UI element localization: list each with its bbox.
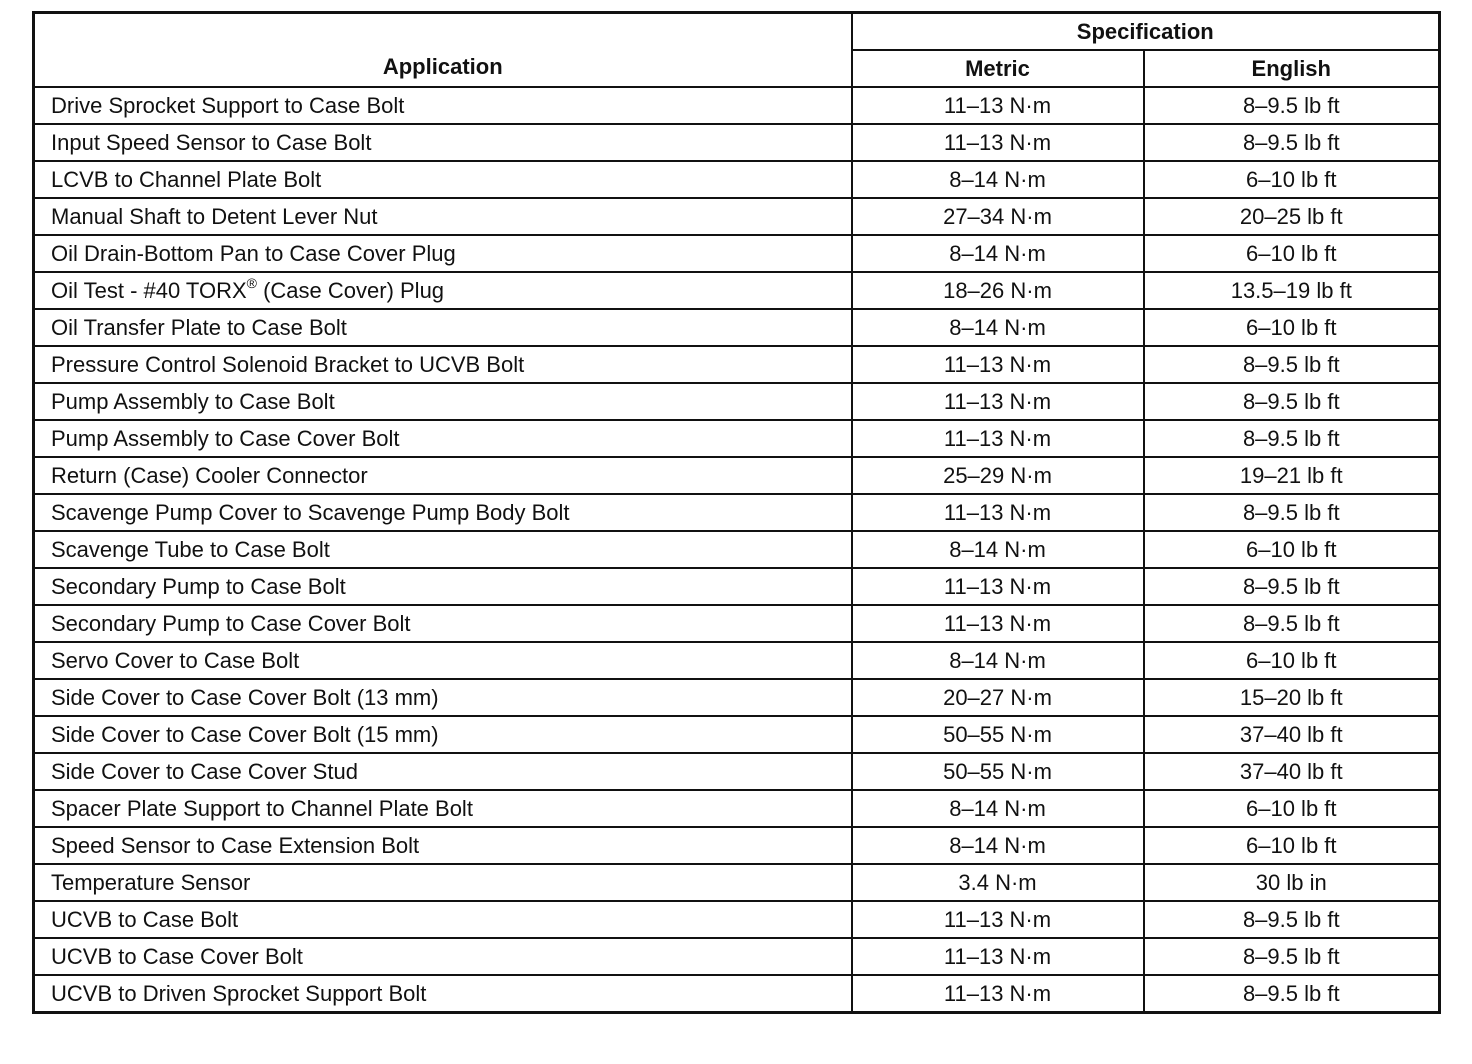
metric-cell: 11–13 N·m [852,124,1144,161]
table-row [34,975,1440,1013]
metric-cell: 8–14 N·m [852,642,1144,679]
table-row [34,901,1440,938]
table-row [34,531,1440,568]
application-text: UCVB to Case Bolt [51,907,239,932]
table-row [34,938,1440,975]
table-row [34,716,1440,753]
english-cell: 8–9.5 lb ft [1144,124,1440,161]
application-cell [34,790,852,827]
table-row [34,198,1440,235]
application-cell [34,642,852,679]
application-cell [34,716,852,753]
english-cell: 8–9.5 lb ft [1144,420,1440,457]
table-row [34,605,1440,642]
application-cell [34,457,852,494]
metric-cell: 11–13 N·m [852,938,1144,975]
english-cell: 8–9.5 lb ft [1144,494,1440,531]
metric-cell: 8–14 N·m [852,827,1144,864]
table-row [34,124,1440,161]
application-cell [34,198,852,235]
english-cell: 8–9.5 lb ft [1144,568,1440,605]
table-row [34,235,1440,272]
application-cell [34,827,852,864]
application-text: Manual Shaft to Detent Lever Nut [51,204,378,229]
english-cell: 6–10 lb ft [1144,790,1440,827]
metric-column-header: Metric [852,50,1144,87]
application-text: Pump Assembly to Case Bolt [51,389,335,414]
application-cell [34,87,852,124]
application-text: Secondary Pump to Case Cover Bolt [51,611,411,636]
metric-cell: 27–34 N·m [852,198,1144,235]
application-text: Pressure Control Solenoid Bracket to UCVB Bolt [51,352,525,377]
application-text: Side Cover to Case Cover Bolt (15 mm) [51,722,439,747]
table-body [34,87,1440,1013]
english-column-header: English [1144,50,1440,87]
english-cell: 8–9.5 lb ft [1144,605,1440,642]
table-row [34,642,1440,679]
table-header [34,13,1440,88]
application-text: Secondary Pump to Case Bolt [51,574,346,599]
application-text: Temperature Sensor [51,870,251,895]
table-row [34,272,1440,309]
application-cell [34,901,852,938]
english-cell: 8–9.5 lb ft [1144,938,1440,975]
english-cell: 6–10 lb ft [1144,642,1440,679]
table-row [34,679,1440,716]
application-cell [34,679,852,716]
english-cell: 6–10 lb ft [1144,161,1440,198]
application-text: UCVB to Case Cover Bolt [51,944,303,969]
application-text: Oil Transfer Plate to Case Bolt [51,315,347,340]
application-cell [34,864,852,901]
table-row [34,87,1440,124]
table-row [34,827,1440,864]
torque-specification-table [32,11,1441,1014]
application-column-header: Application [34,13,852,88]
application-cell [34,605,852,642]
application-cell [34,420,852,457]
table-row [34,346,1440,383]
registered-mark: ® [246,274,257,291]
metric-cell: 18–26 N·m [852,272,1144,309]
table-row [34,420,1440,457]
table-row [34,790,1440,827]
table-row [34,457,1440,494]
english-cell: 15–20 lb ft [1144,679,1440,716]
metric-cell: 11–13 N·m [852,346,1144,383]
application-text: Oil Drain-Bottom Pan to Case Cover Plug [51,241,456,266]
application-text: Side Cover to Case Cover Stud [51,759,358,784]
application-cell [34,568,852,605]
application-text: UCVB to Driven Sprocket Support Bolt [51,981,427,1006]
english-cell: 8–9.5 lb ft [1144,346,1440,383]
application-cell [34,531,852,568]
application-text: Oil Test - #40 TORX [51,278,247,303]
application-cell [34,272,852,309]
english-cell: 8–9.5 lb ft [1144,901,1440,938]
specification-group-header: Specification [852,13,1440,51]
table-row [34,494,1440,531]
english-cell: 8–9.5 lb ft [1144,975,1440,1013]
application-text: Spacer Plate Support to Channel Plate Bolt [51,796,473,821]
table-row [34,568,1440,605]
metric-cell: 11–13 N·m [852,87,1144,124]
table-row [34,161,1440,198]
english-cell: 19–21 lb ft [1144,457,1440,494]
metric-cell: 11–13 N·m [852,568,1144,605]
application-text: Scavenge Tube to Case Bolt [51,537,330,562]
table-row [34,383,1440,420]
table-row [34,753,1440,790]
application-cell [34,161,852,198]
english-cell: 6–10 lb ft [1144,235,1440,272]
english-cell: 6–10 lb ft [1144,309,1440,346]
metric-cell: 8–14 N·m [852,531,1144,568]
table-row [34,864,1440,901]
metric-cell: 8–14 N·m [852,790,1144,827]
metric-cell: 3.4 N·m [852,864,1144,901]
application-cell [34,753,852,790]
english-cell: 37–40 lb ft [1144,753,1440,790]
application-cell [34,235,852,272]
application-text: Return (Case) Cooler Connector [51,463,368,488]
metric-cell: 8–14 N·m [852,235,1144,272]
english-cell: 6–10 lb ft [1144,827,1440,864]
application-cell [34,975,852,1013]
application-cell [34,124,852,161]
english-cell: 37–40 lb ft [1144,716,1440,753]
application-cell [34,494,852,531]
application-text: Input Speed Sensor to Case Bolt [51,130,372,155]
metric-cell: 11–13 N·m [852,975,1144,1013]
english-cell: 8–9.5 lb ft [1144,87,1440,124]
application-text: Drive Sprocket Support to Case Bolt [51,93,405,118]
application-cell [34,383,852,420]
english-cell: 8–9.5 lb ft [1144,383,1440,420]
application-text: LCVB to Channel Plate Bolt [51,167,322,192]
metric-cell: 8–14 N·m [852,309,1144,346]
application-cell [34,346,852,383]
metric-cell: 11–13 N·m [852,494,1144,531]
english-cell: 20–25 lb ft [1144,198,1440,235]
application-cell [34,938,852,975]
metric-cell: 50–55 N·m [852,716,1144,753]
application-text: Side Cover to Case Cover Bolt (13 mm) [51,685,439,710]
metric-cell: 20–27 N·m [852,679,1144,716]
application-text-suffix: (Case Cover) Plug [256,278,445,303]
english-cell: 13.5–19 lb ft [1144,272,1440,309]
metric-cell: 25–29 N·m [852,457,1144,494]
english-cell: 30 lb in [1144,864,1440,901]
metric-cell: 11–13 N·m [852,605,1144,642]
application-text: Servo Cover to Case Bolt [51,648,300,673]
application-text: Speed Sensor to Case Extension Bolt [51,833,420,858]
table-row [34,309,1440,346]
metric-cell: 8–14 N·m [852,161,1144,198]
metric-cell: 50–55 N·m [852,753,1144,790]
application-text: Pump Assembly to Case Cover Bolt [51,426,400,451]
application-text: Scavenge Pump Cover to Scavenge Pump Body Bolt [51,500,570,525]
metric-cell: 11–13 N·m [852,901,1144,938]
application-cell [34,309,852,346]
english-cell: 6–10 lb ft [1144,531,1440,568]
metric-cell: 11–13 N·m [852,383,1144,420]
metric-cell: 11–13 N·m [852,420,1144,457]
